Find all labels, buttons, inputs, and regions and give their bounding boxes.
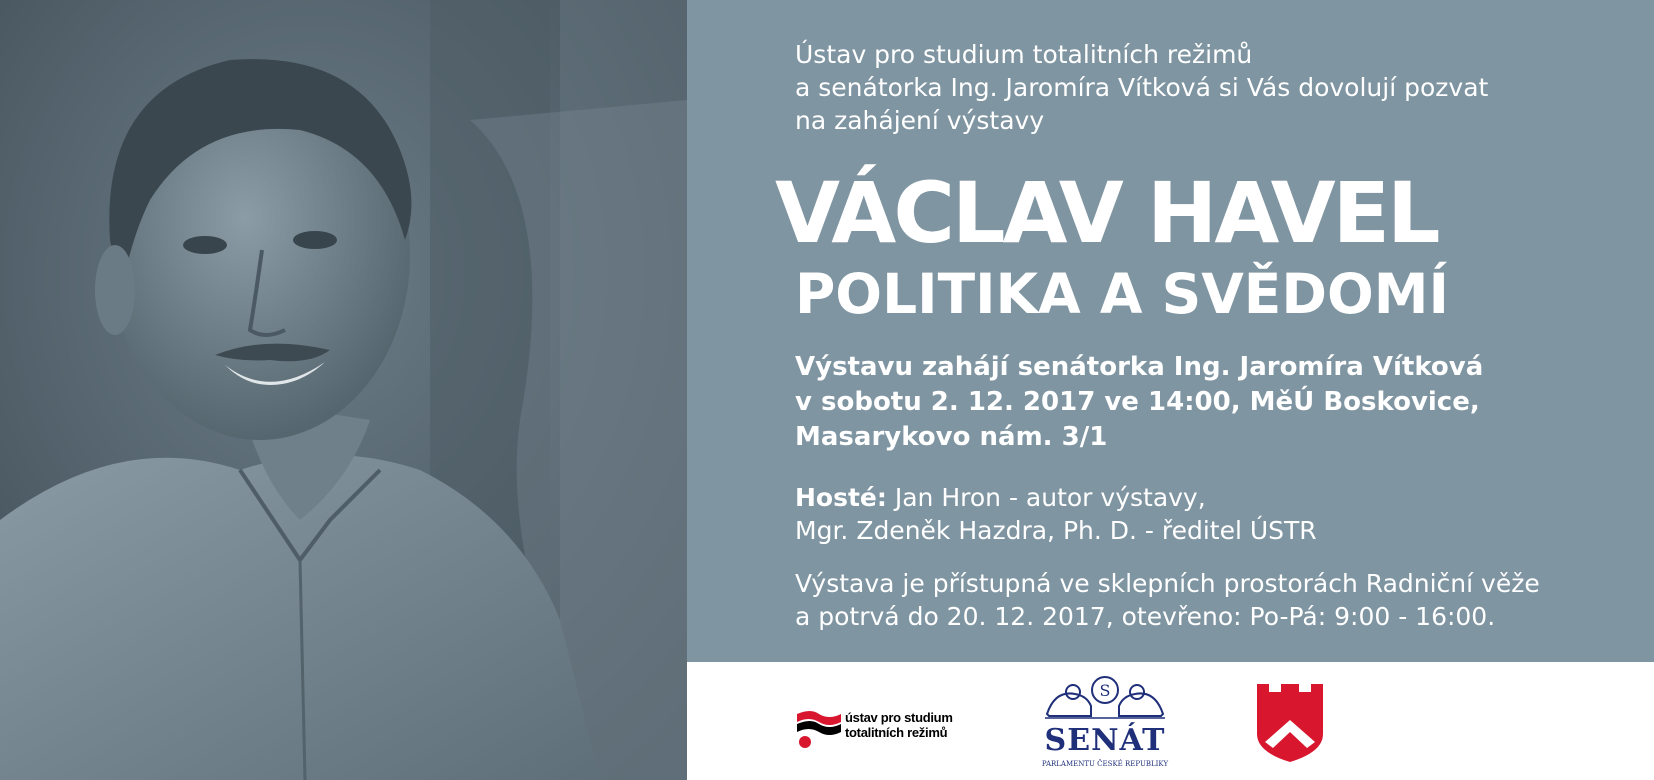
opening-line: v sobotu 2. 12. 2017 ve 14:00, MěÚ Boskovice, [795,387,1480,417]
ustr-flag-icon [795,706,843,754]
intro-line: na zahájení výstavy [795,106,1045,135]
senat-emblem-letter: S [1099,681,1111,700]
intro-line: a senátorka Ing. Jaromíra Vítková si Vás dovolují pozvat [795,73,1489,102]
opening-hours [795,567,1540,633]
coat-of-arms-icon [1255,682,1325,764]
guests-label: Hosté: [795,483,887,512]
guest-line: Jan Hron - autor výstavy, [894,483,1206,512]
hours-line: Výstava je přístupná ve sklepních prostorách Radniční věže [795,569,1540,598]
senat-name: SENÁT [1044,723,1166,758]
opening-line: Masarykovo nám. 3/1 [795,422,1108,452]
ustr-logo [795,706,965,754]
exhibition-subtitle: POLITIKA A SVĚDOMÍ [795,262,1449,326]
exhibition-title: VÁCLAV HAVEL [775,164,1438,262]
hours-line: a potrvá do 20. 12. 2017, otevřeno: Po-Pá: 9:00 - 16:00. [795,602,1496,631]
invitation-intro [795,38,1488,137]
guests-details [795,481,1317,547]
senat-subtitle: PARLAMENTU ČESKÉ REPUBLIKY [1041,760,1169,768]
senat-logo [1035,670,1175,770]
opening-line: Výstavu zahájí senátorka Ing. Jaromíra Vítková [795,352,1484,382]
ustr-logo-line: ústav pro studium [845,710,953,725]
guest-line: Mgr. Zdeněk Hazdra, Ph. D. - ředitel ÚSTR [795,516,1317,545]
invitation-text-panel [687,0,1654,662]
ustr-logo-line: totalitních režimů [845,725,948,740]
intro-line: Ústav pro studium totalitních režimů [795,40,1253,69]
partner-logos [687,662,1654,780]
opening-details [795,350,1483,455]
senat-lions-emblem-icon [1035,670,1175,722]
portrait-photo [0,0,687,780]
